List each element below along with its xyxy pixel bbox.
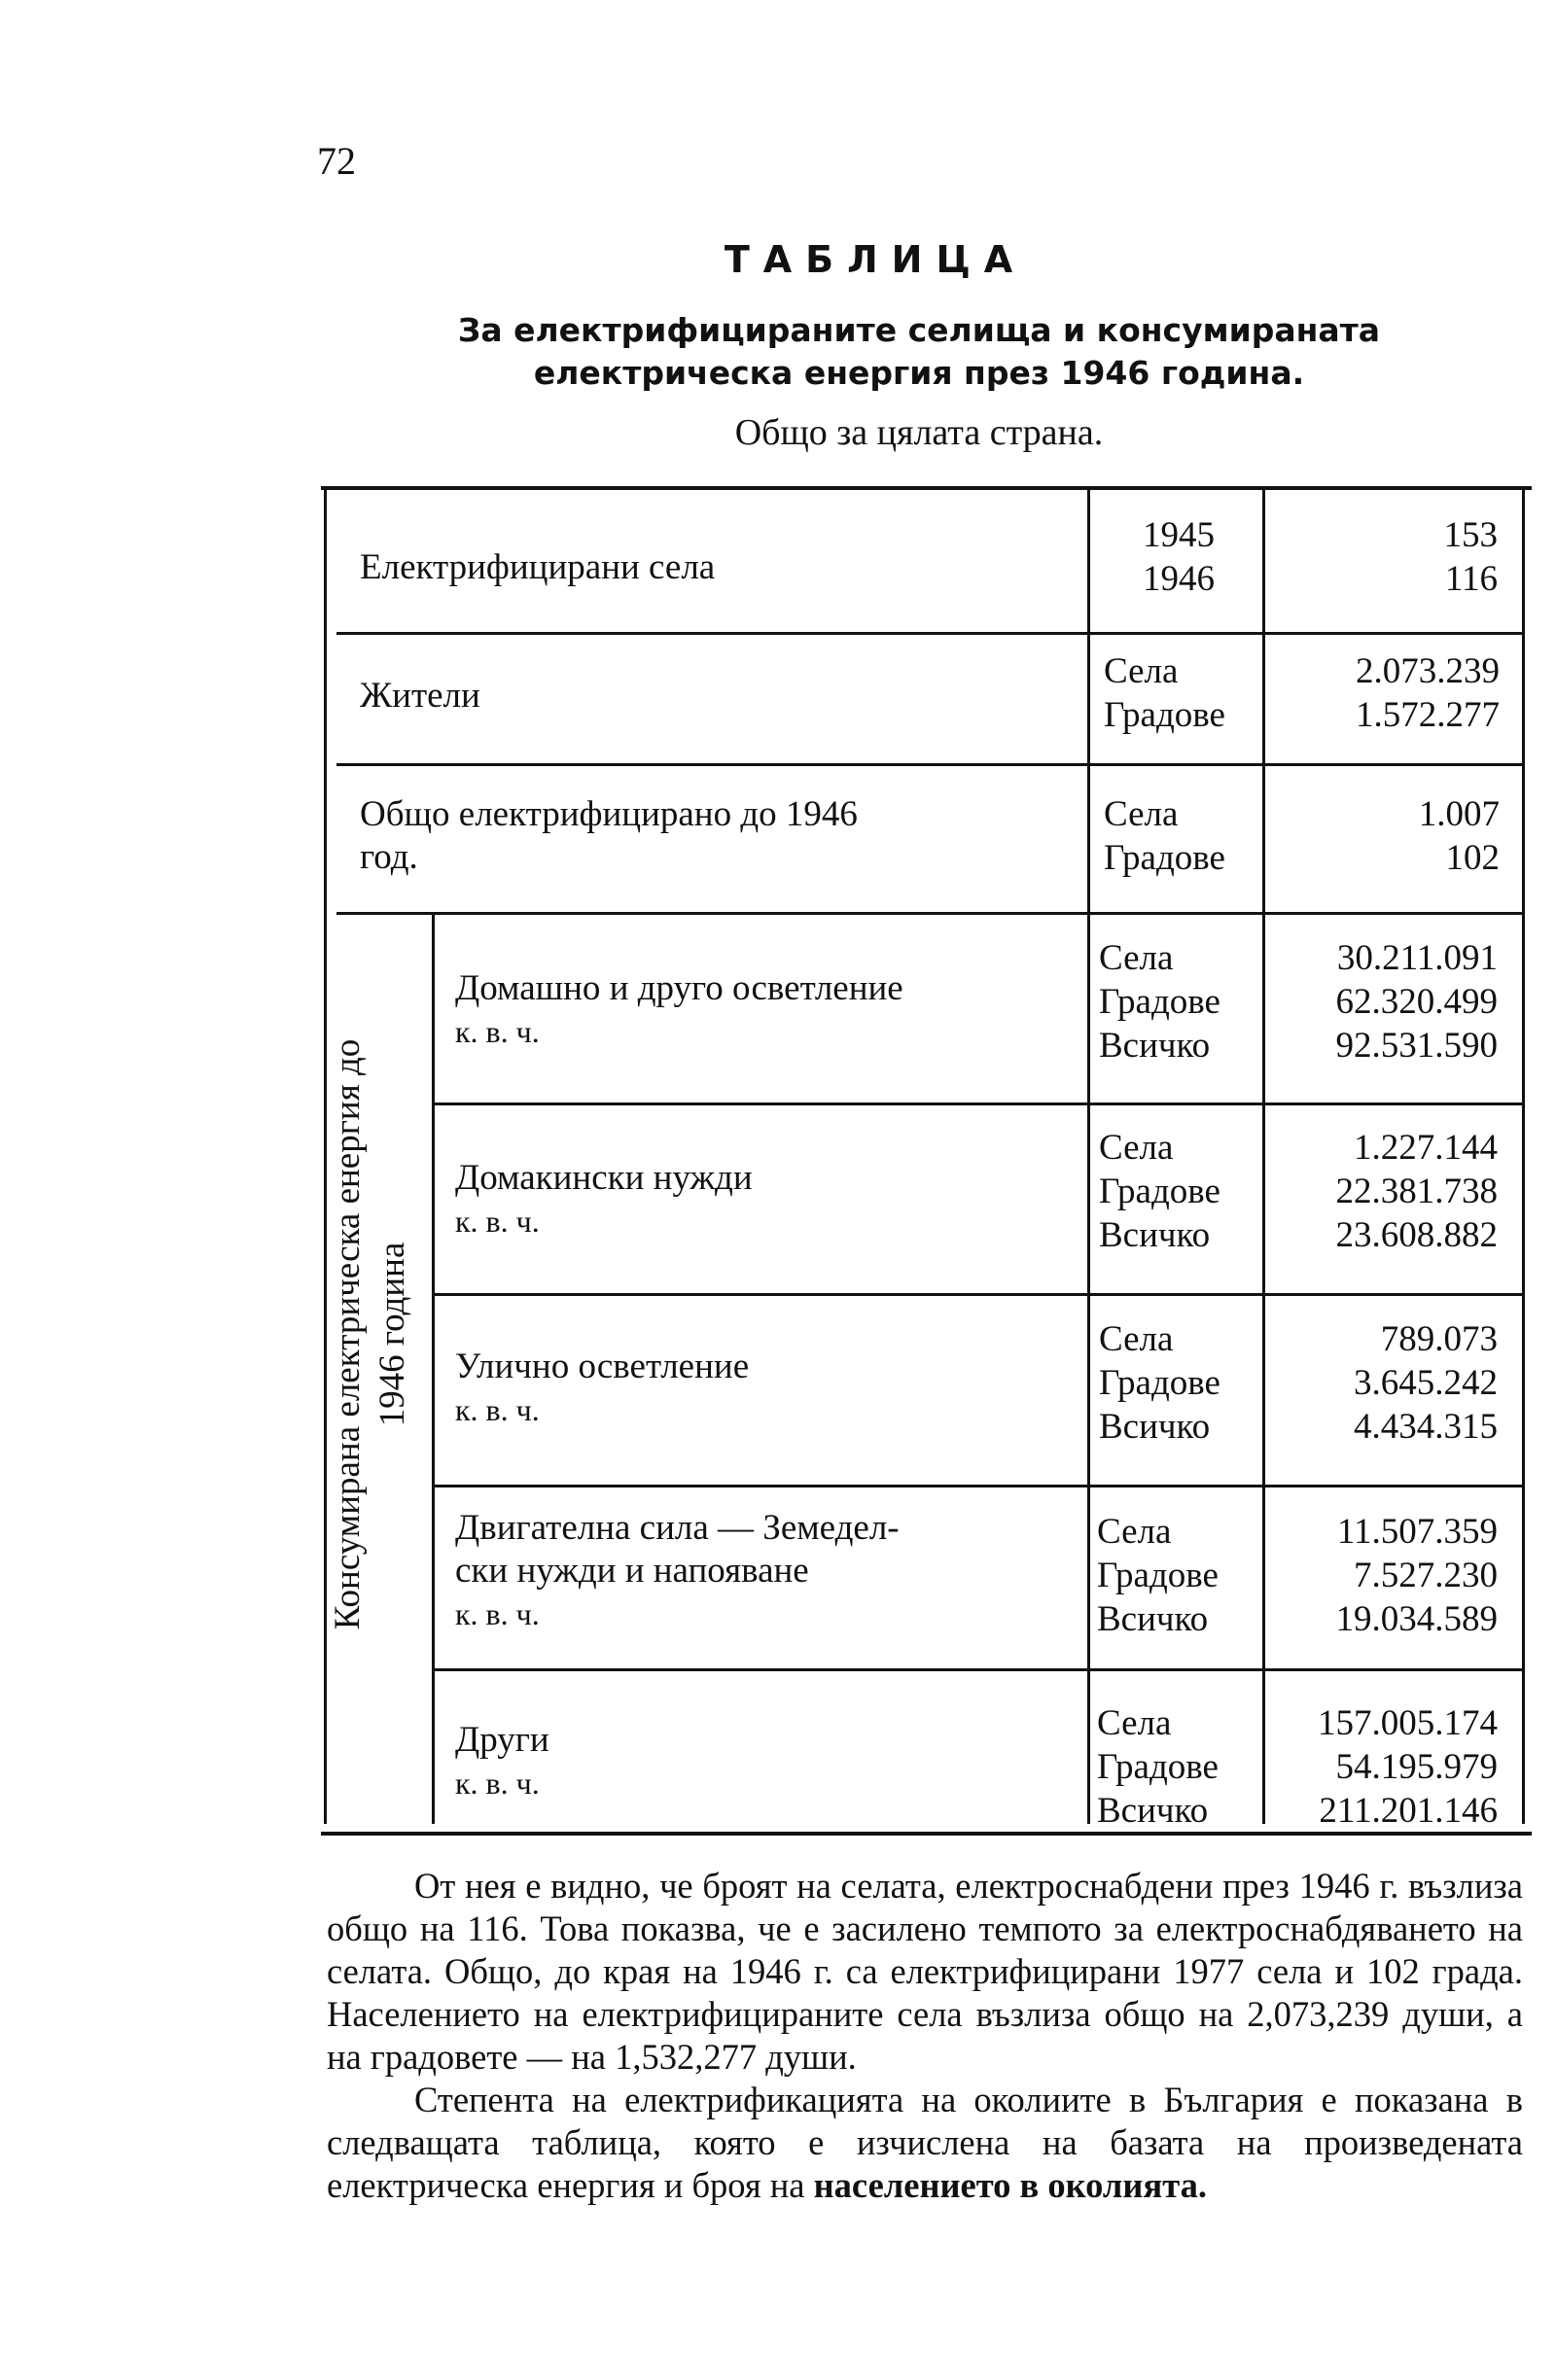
val: 116 bbox=[1444, 559, 1498, 599]
col-divider-cats bbox=[1087, 490, 1090, 1824]
paragraph-1: От нея е видно, че броят на селата, електроснабдени през 1946 г. възлиза общо на 116. Това показва, че е засилено темпото за електроснабдяването на селата. Общо, до края на 1946 г. са електрифицирани 1977 села и 102 града. Населението на електрифицираните села възлиза общо на 2,073,239 души, а на градовете — на 1,532,277 души. bbox=[327, 1866, 1523, 2077]
val: 157.005.174 bbox=[1318, 1703, 1498, 1743]
cat: Села bbox=[1097, 1703, 1172, 1743]
row-vals bbox=[1274, 513, 1498, 601]
cat: Села bbox=[1099, 1319, 1174, 1359]
row-vals bbox=[1264, 1317, 1498, 1449]
val: 22.381.738 bbox=[1335, 1172, 1498, 1211]
body-text bbox=[327, 1865, 1523, 2207]
row-cats bbox=[1099, 936, 1220, 1068]
row-vals bbox=[1274, 649, 1500, 737]
row-vals bbox=[1264, 1510, 1498, 1641]
row-cats bbox=[1097, 1701, 1219, 1833]
group-label-line1: Консумирана електрическа енергия до bbox=[328, 1038, 368, 1630]
cat: Села bbox=[1097, 1512, 1172, 1552]
val: 23.608.882 bbox=[1335, 1215, 1498, 1255]
row-cats bbox=[1099, 1126, 1220, 1257]
val: 7.527.230 bbox=[1354, 1556, 1498, 1595]
cat: Градове bbox=[1099, 1172, 1220, 1211]
cat: Градове bbox=[1097, 1556, 1219, 1595]
cat: Градове bbox=[1099, 1363, 1220, 1403]
val: 153 bbox=[1443, 515, 1498, 555]
cat: Села bbox=[1099, 938, 1174, 978]
table-caption: Общо за цялата страна. bbox=[734, 412, 1104, 453]
row-divider-6 bbox=[434, 1485, 1522, 1488]
cat: Всичко bbox=[1099, 1026, 1211, 1066]
group-label-line2: 1946 година bbox=[372, 1242, 412, 1427]
row-divider-4 bbox=[434, 1102, 1522, 1105]
label-text: Домакински нужди bbox=[455, 1158, 753, 1198]
cat: Всичко bbox=[1099, 1407, 1211, 1447]
val: 102 bbox=[1445, 838, 1500, 878]
cat: 1945 bbox=[1143, 515, 1215, 555]
cat: Всичко bbox=[1099, 1215, 1211, 1255]
cat: Села bbox=[1104, 651, 1179, 691]
val: 2.073.239 bbox=[1356, 651, 1500, 691]
label-text: Двигателна сила — Земедел- bbox=[455, 1508, 900, 1548]
cat: 1946 bbox=[1143, 559, 1215, 599]
row-label-total-electrified: Общо електрифицирано до 1946 год. bbox=[360, 794, 858, 877]
cat: Градове bbox=[1104, 838, 1225, 878]
row-cats bbox=[1104, 792, 1225, 880]
cat: Села bbox=[1099, 1128, 1174, 1168]
val: 62.320.499 bbox=[1335, 982, 1498, 1022]
val: 30.211.091 bbox=[1336, 938, 1498, 978]
val: 92.531.590 bbox=[1335, 1026, 1498, 1066]
page-number: 72 bbox=[317, 139, 356, 183]
group-row-label bbox=[455, 1157, 753, 1242]
row-divider-7 bbox=[434, 1668, 1522, 1671]
val: 4.434.315 bbox=[1354, 1407, 1498, 1447]
cat: Градове bbox=[1099, 982, 1220, 1022]
unit-text: к. в. ч. bbox=[455, 1204, 540, 1239]
group-label-consumed-energy bbox=[326, 919, 442, 1750]
val: 3.645.242 bbox=[1354, 1363, 1498, 1403]
row-vals bbox=[1264, 936, 1498, 1068]
val: 1.007 bbox=[1418, 794, 1500, 834]
label-text: Улично осветление bbox=[455, 1347, 750, 1386]
cat: Села bbox=[1104, 794, 1179, 834]
paragraph-2-text: Степента на електрификацията на околиите в България е показана в следващата таблица, която е изчислена на базата на произведената електрическа енергия и броя на bbox=[327, 2080, 1523, 2205]
row-vals bbox=[1264, 1126, 1498, 1257]
unit-text: к. в. ч. bbox=[455, 1766, 540, 1801]
paragraph-2-bold: населението в околията. bbox=[813, 2165, 1207, 2205]
cat: Градове bbox=[1104, 695, 1225, 735]
row-divider-5 bbox=[434, 1293, 1522, 1296]
label-text: Други bbox=[455, 1720, 549, 1760]
cat: Градове bbox=[1097, 1747, 1219, 1787]
unit-text: к. в. ч. bbox=[455, 1392, 540, 1427]
row-vals bbox=[1255, 1701, 1498, 1833]
paragraph-2 bbox=[327, 2079, 1523, 2207]
cat: Всичко bbox=[1097, 1791, 1209, 1831]
table-heading: ТАБЛИЦА bbox=[724, 238, 1027, 281]
unit-text: к. в. ч. bbox=[455, 1596, 540, 1631]
label-text: ски нужди и напояване bbox=[455, 1551, 809, 1591]
row-vals bbox=[1274, 792, 1500, 880]
row-label-inhabitants: Жители bbox=[360, 676, 480, 716]
row-divider-2 bbox=[336, 763, 1522, 766]
val: 11.507.359 bbox=[1336, 1512, 1498, 1552]
val: 1.572.277 bbox=[1356, 695, 1500, 735]
row-cats bbox=[1097, 1510, 1219, 1641]
row-cats bbox=[1104, 649, 1225, 737]
row-divider-1 bbox=[336, 632, 1522, 635]
val: 211.201.146 bbox=[1319, 1791, 1498, 1831]
val: 54.195.979 bbox=[1335, 1747, 1498, 1787]
row-divider-3 bbox=[336, 912, 1522, 915]
table-subtitle: За електрифицираните селища и консумираната електрическа енергия през 1946 година. bbox=[457, 311, 1381, 392]
group-row-label bbox=[455, 1719, 549, 1804]
table-right-border bbox=[1522, 490, 1525, 1824]
row-cats bbox=[1099, 1317, 1220, 1449]
row-cats bbox=[1143, 513, 1215, 601]
group-row-label bbox=[455, 1346, 749, 1431]
group-row-label bbox=[455, 1507, 900, 1635]
unit-text: к. в. ч. bbox=[455, 1014, 540, 1049]
row-label-electrified-villages: Електрифицирани села bbox=[360, 547, 716, 587]
cat: Всичко bbox=[1097, 1599, 1209, 1639]
val: 1.227.144 bbox=[1354, 1128, 1498, 1168]
group-row-label bbox=[455, 967, 903, 1053]
label-text: Домашно и друго осветление bbox=[455, 968, 903, 1008]
val: 789.073 bbox=[1380, 1319, 1498, 1359]
val: 19.034.589 bbox=[1335, 1599, 1498, 1639]
